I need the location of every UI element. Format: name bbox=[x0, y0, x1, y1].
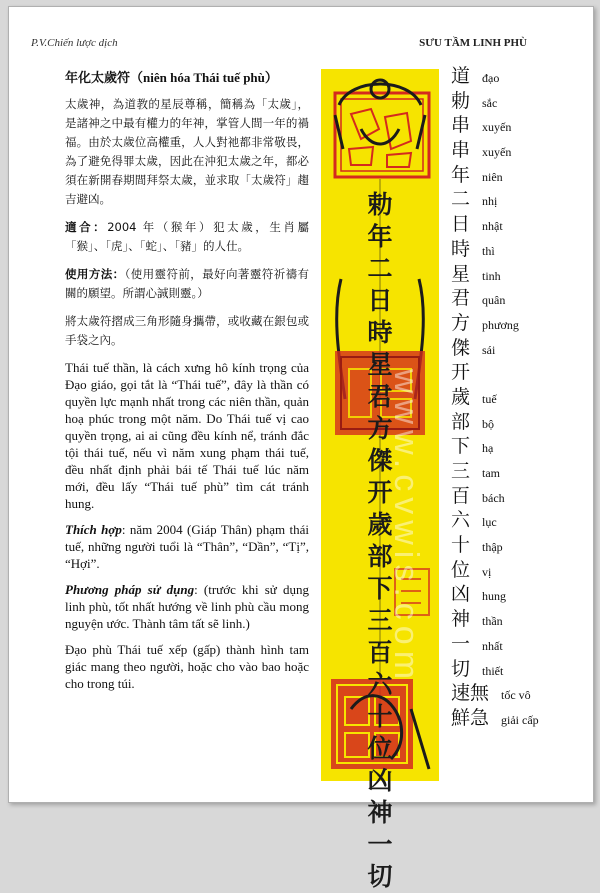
glossary-row bbox=[451, 583, 581, 608]
glossary-reading: giải cấp bbox=[501, 712, 539, 727]
glossary-row bbox=[451, 485, 581, 510]
glossary-reading: vị bbox=[482, 564, 492, 579]
article-title bbox=[65, 69, 309, 87]
glossary-hanzi: 時 bbox=[451, 237, 471, 260]
glossary-hanzi: 勅 bbox=[451, 89, 471, 112]
glossary-hanzi: 切 bbox=[451, 657, 471, 680]
glossary-hanzi: 君 bbox=[451, 287, 471, 310]
glossary-row bbox=[451, 707, 581, 732]
glossary-row bbox=[451, 312, 581, 337]
glossary-reading: thì bbox=[482, 243, 495, 258]
talisman-character: 日 bbox=[367, 286, 393, 315]
talisman-character: 部 bbox=[367, 542, 393, 571]
glossary-reading: thập bbox=[482, 540, 503, 555]
talisman-character: 切 bbox=[367, 862, 393, 891]
glossary-hanzi: 一 bbox=[451, 632, 471, 655]
glossary-row bbox=[451, 559, 581, 584]
talisman-character: 星 bbox=[367, 350, 393, 379]
suitable-text-chinese: 2004 年（猴年）犯太歲，生肖屬「猴」、「虎」、「蛇」、「豬」的人仕。 bbox=[65, 220, 310, 253]
glossary-hanzi: 三 bbox=[451, 460, 471, 482]
glossary-row bbox=[451, 65, 581, 90]
talisman-character: 三 bbox=[367, 606, 393, 635]
glossary-hanzi: 部 bbox=[451, 410, 471, 433]
glossary-reading: nhị bbox=[482, 194, 498, 209]
glossary-row bbox=[451, 139, 581, 164]
glossary-hanzi: 歲 bbox=[451, 385, 471, 408]
glossary-reading: sắc bbox=[482, 95, 498, 110]
top-seal bbox=[335, 93, 429, 177]
glossary-hanzi: 神 bbox=[451, 608, 471, 631]
usage-text-vietnamese: : (trước khi sử dụng linh phù, tốt nhất hướng về linh phù cầu mong nguyện ước. Thành tâm tất sẽ linh.) bbox=[65, 582, 310, 631]
title-vietnamese: （niên hóa Thái tuế phù） bbox=[130, 70, 278, 85]
glossary-row bbox=[451, 435, 581, 460]
glossary-row bbox=[451, 658, 581, 683]
glossary-hanzi: 鮮急 bbox=[451, 706, 490, 729]
fold-vietnamese: Đạo phù Thái tuế xếp (gấp) thành hình tam giác mang theo người, hoặc cho vào bao hoặc cho trong túi. bbox=[65, 642, 309, 691]
suitable-vietnamese bbox=[65, 521, 309, 572]
talisman-character: 傑 bbox=[367, 446, 393, 475]
glossary-reading: thần bbox=[482, 614, 503, 629]
glossary-row bbox=[451, 534, 581, 559]
glossary-hanzi: 串 bbox=[451, 114, 471, 137]
document-page bbox=[8, 6, 594, 891]
suitable-label-vietnamese: Thích hợp bbox=[65, 522, 122, 537]
glossary-reading: tinh bbox=[482, 268, 501, 283]
suitable-label-chinese: 適合： bbox=[65, 220, 108, 234]
glossary-row bbox=[451, 90, 581, 115]
glossary-row bbox=[451, 164, 581, 189]
suitable-chinese bbox=[65, 218, 309, 256]
fold-chinese: 將太歲符摺成三角形隨身攜帶，或收藏在銀包或手袋之內。 bbox=[65, 314, 309, 347]
talisman-character: 勅 bbox=[367, 190, 393, 219]
glossary-hanzi: 日 bbox=[451, 213, 471, 236]
glossary-row bbox=[451, 263, 581, 288]
glossary-reading: nhất bbox=[482, 638, 503, 653]
glossary-hanzi: 下 bbox=[451, 435, 471, 458]
glossary-reading: hung bbox=[482, 589, 506, 604]
usage-vietnamese bbox=[65, 581, 309, 632]
glossary-row bbox=[451, 411, 581, 436]
talisman-character: 神 bbox=[367, 798, 393, 827]
glossary-reading: xuyến bbox=[482, 120, 512, 135]
glossary-row bbox=[451, 682, 581, 707]
talisman-character: 六 bbox=[367, 670, 393, 699]
talisman-character: 方 bbox=[367, 414, 393, 443]
glossary-reading: niên bbox=[482, 169, 503, 184]
glossary-reading: tam bbox=[482, 466, 500, 480]
glossary-row bbox=[451, 361, 581, 386]
glossary-hanzi: 凶 bbox=[451, 583, 471, 606]
usage-text-chinese: （使用靈符前，最好向著靈符祈禱有關的願望。所謂心誠則靈。） bbox=[65, 267, 309, 300]
suitable-text-vietnamese: : năm 2004 (Giáp Thân) phạm thái tuế, những người tuổi là “Thân”, “Dần”, “Tị”, “Hợi”. bbox=[65, 522, 309, 571]
talisman-character: 歲 bbox=[367, 510, 393, 539]
glossary-reading: xuyến bbox=[482, 145, 512, 160]
talisman-character: 下 bbox=[367, 574, 393, 603]
talisman-character: 百 bbox=[367, 638, 393, 667]
glossary-reading: tốc vô bbox=[501, 688, 531, 703]
talisman-character: 二 bbox=[367, 254, 393, 283]
glossary-hanzi: 百 bbox=[451, 484, 471, 507]
talisman-character: 开 bbox=[367, 478, 393, 507]
glossary-row bbox=[451, 386, 581, 411]
talisman-character: 位 bbox=[367, 734, 393, 763]
glossary-row bbox=[451, 213, 581, 238]
glossary-hanzi: 年 bbox=[451, 163, 471, 186]
glossary-reading: lục bbox=[482, 515, 497, 530]
glossary-hanzi: 傑 bbox=[451, 336, 471, 359]
header-translator: P.V.Chiến lược dịch bbox=[31, 37, 118, 49]
glossary-reading: phương bbox=[482, 317, 519, 332]
glossary-reading: bách bbox=[482, 490, 505, 505]
glossary-reading: sái bbox=[482, 342, 496, 357]
glossary-row bbox=[451, 633, 581, 658]
glossary-row bbox=[451, 114, 581, 139]
header-section-title: SƯU TẦM LINH PHÙ bbox=[419, 37, 527, 49]
glossary-reading: quân bbox=[482, 293, 506, 308]
usage-label-chinese: 使用方法： bbox=[65, 267, 125, 281]
article-column bbox=[65, 69, 309, 701]
glossary-reading: bộ bbox=[482, 416, 494, 431]
glossary-hanzi: 二 bbox=[451, 188, 471, 211]
usage-label-vietnamese: Phương pháp sử dụng bbox=[65, 582, 195, 597]
glossary-hanzi: 位 bbox=[451, 558, 471, 581]
glossary-hanzi: 速無 bbox=[451, 682, 490, 705]
glossary-row bbox=[451, 608, 581, 633]
talisman-character: 年 bbox=[367, 222, 393, 251]
glossary-hanzi: 十 bbox=[451, 534, 471, 557]
glossary-hanzi: 方 bbox=[451, 311, 471, 334]
glossary-hanzi: 六 bbox=[451, 509, 471, 532]
talisman-strip bbox=[321, 69, 439, 891]
glossary-hanzi: 开 bbox=[451, 361, 471, 384]
glossary-reading: đạo bbox=[482, 71, 500, 85]
glossary-reading: tuế bbox=[482, 391, 497, 406]
glossary-row bbox=[451, 188, 581, 213]
glossary-reading: hạ bbox=[482, 441, 494, 456]
glossary-row bbox=[451, 238, 581, 263]
glossary-column bbox=[451, 65, 581, 732]
glossary-reading: thiết bbox=[482, 663, 504, 678]
glossary-row bbox=[451, 460, 581, 485]
glossary-row bbox=[451, 509, 581, 534]
glossary-hanzi: 道 bbox=[451, 65, 471, 87]
glossary-row bbox=[451, 337, 581, 362]
watermark: www.cvwis.com bbox=[387, 369, 425, 686]
intro-chinese: 太歲神，為道教的星辰尊稱，簡稱為「太歲」，是諸神之中最有權力的年神，掌管人間一年的禍福。由於太歲位高權重，人人對祂都非常敬畏，為了避免得罪太歲，因此在沖犯太歲之年，都必須在新開春期間拜祭太歲，並求取「太歲符」趨吉避凶。 bbox=[65, 97, 309, 206]
talisman-character: 君 bbox=[367, 382, 393, 411]
glossary-row bbox=[451, 287, 581, 312]
usage-chinese bbox=[65, 265, 309, 303]
talisman-character: 凶 bbox=[367, 766, 393, 795]
glossary-hanzi: 串 bbox=[451, 139, 471, 162]
talisman-character: 一 bbox=[367, 830, 393, 859]
talisman-character: 十 bbox=[367, 702, 393, 731]
talisman-characters bbox=[321, 189, 439, 893]
glossary-reading: nhật bbox=[482, 219, 503, 234]
talisman-character: 時 bbox=[367, 318, 393, 347]
glossary-hanzi: 星 bbox=[451, 262, 471, 285]
title-chinese: 年化太歲符 bbox=[65, 71, 131, 86]
intro-vietnamese: Thái tuế thần, là cách xưng hô kính trọng của Đạo giáo, gọi tắt là “Thái tuế”, đây là thần có quyền lực mạnh nhất trong các niên thần, quản hoạ phúc trong một năm. Do Thái tuế vị cao quyền trọng, ai ai cũng đều kính nể, tránh đắc tội thái tuế, nếu vì năm xung phạm thái tuế, đều nhất định phải bái tế Thái tuế lúc năm mới, đều lấy “Thái tuế phù” tìm cát tránh hung. bbox=[65, 360, 309, 511]
